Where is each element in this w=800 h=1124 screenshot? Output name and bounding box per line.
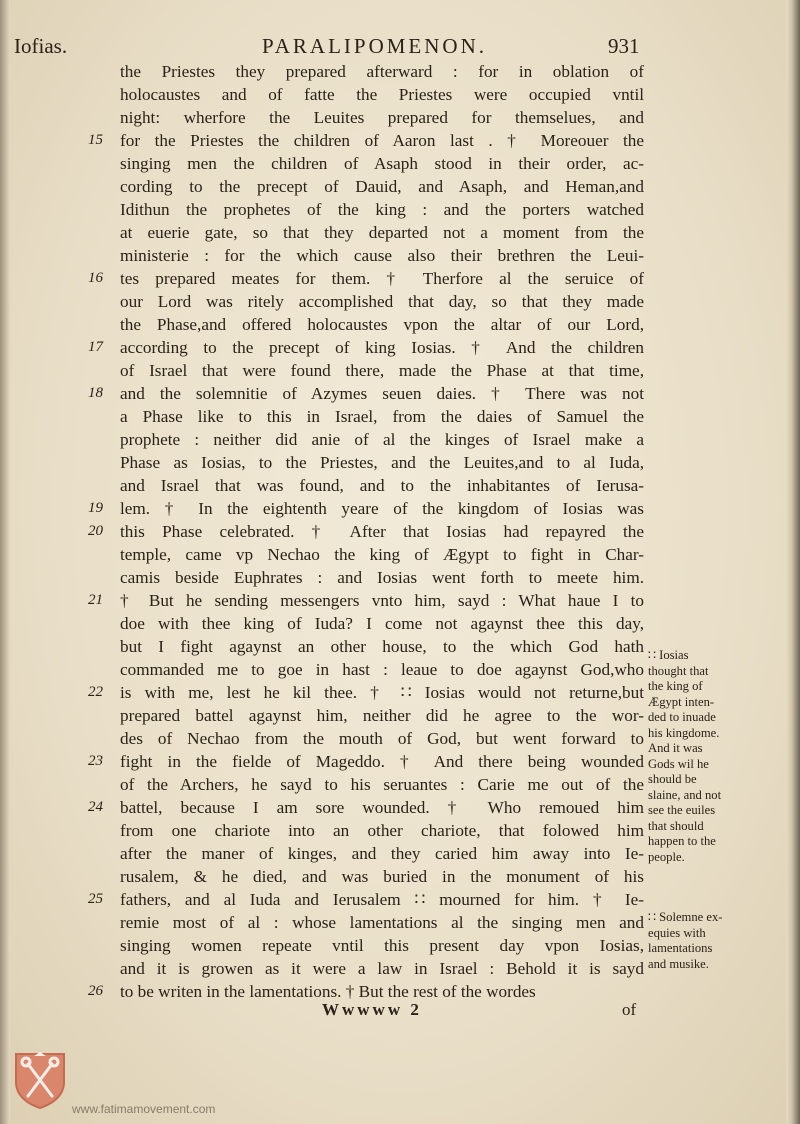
margin-note-line: lamentations bbox=[648, 941, 713, 955]
verse-number bbox=[88, 106, 116, 129]
verse-number: 23 bbox=[88, 753, 103, 769]
verse-number bbox=[88, 451, 116, 474]
verse-number: 22 bbox=[88, 684, 103, 700]
text-line: of Israel that were found there, made the Phase at that time, bbox=[120, 361, 644, 380]
text-line: to be writen in the lamentations. † But the rest of the wordes bbox=[120, 982, 536, 1001]
verse-number bbox=[88, 934, 116, 957]
margin-note-line: ∷ Iosias bbox=[648, 648, 689, 662]
verse-number: 24 bbox=[88, 799, 103, 815]
website-watermark: www.fatimamovement.com bbox=[72, 1102, 216, 1116]
papal-keys-shield-logo bbox=[12, 1050, 68, 1110]
text-line: from one chariote into an other chariote, that folowed him bbox=[120, 821, 644, 840]
page-left-edge bbox=[0, 0, 10, 1124]
text-line: commanded me to goe in hast : leaue to doe agaynst God,who bbox=[120, 660, 644, 679]
margin-note-line: that should bbox=[648, 818, 704, 833]
verse-number: 25 bbox=[88, 891, 103, 907]
margin-note-line: see the euiles bbox=[648, 803, 716, 817]
verse-number bbox=[88, 474, 116, 497]
verse-number: 26 bbox=[88, 983, 103, 999]
margin-note-line: his kingdome. bbox=[648, 725, 720, 740]
text-line: lem. † In the eightenth yeare of the kingdom of Iosias was bbox=[120, 499, 644, 518]
verse-number bbox=[88, 865, 116, 888]
verse-number bbox=[88, 566, 116, 589]
verse-number bbox=[88, 704, 116, 727]
text-line: is with me, lest he kil thee. † ∷ Iosias would not returne,but bbox=[120, 683, 644, 702]
verse-number: 20 bbox=[88, 523, 103, 539]
text-line: the Phase,and offered holocaustes vpon the altar of our Lord, bbox=[120, 315, 644, 334]
verse-number bbox=[88, 911, 116, 934]
verse-number: 21 bbox=[88, 592, 103, 608]
text-line: doe with thee king of Iuda? I come not agaynst thee this day, bbox=[120, 614, 644, 633]
text-line: battel, because I am sore wounded. † Who remoued him bbox=[120, 798, 644, 817]
margin-note-line: the king of bbox=[648, 679, 703, 693]
text-line: singing women repeate vntil this present day vpon Iosias, bbox=[120, 936, 644, 955]
catchword: of bbox=[622, 1000, 637, 1019]
verse-number bbox=[88, 773, 116, 796]
text-line: at euerie gate, so that they departed not a moment from the bbox=[120, 223, 644, 242]
verse-number bbox=[88, 313, 116, 336]
text-line: camis beside Euphrates : and Iosias went forth to meete him. bbox=[120, 568, 644, 587]
text-line: our Lord was ritely accomplished that day, so that they made bbox=[120, 292, 644, 311]
text-line: Phase as Iosias, to the Priestes, and the Leuites,and to al Iuda, bbox=[120, 453, 644, 472]
text-line: rusalem, & he died, and was buried in the monument of his bbox=[120, 867, 644, 886]
text-line: † But he sending messengers vnto him, sayd : What haue I to bbox=[120, 591, 644, 610]
verse-number bbox=[88, 543, 116, 566]
text-line: and the solemnitie of Azymes seuen daies. † There was not bbox=[120, 384, 644, 403]
text-line: prepared battel agaynst him, neither did he agree to the wor- bbox=[120, 706, 644, 725]
text-line: prophete : neither did anie of al the kinges of Israel make a bbox=[120, 430, 644, 449]
verse-number bbox=[88, 290, 116, 313]
verse-number: 19 bbox=[88, 500, 103, 516]
margin-note-iosias bbox=[648, 648, 766, 865]
verse-number bbox=[88, 152, 116, 175]
text-line: the Priestes they prepared afterward : for in oblation of bbox=[120, 62, 644, 81]
text-line: this Phase celebrated. † After that Iosias had repayred the bbox=[120, 522, 644, 541]
text-line: night: wherfore the Leuites prepared for themselues, and bbox=[120, 108, 644, 127]
margin-note-line: slaine, and not bbox=[648, 787, 722, 802]
margin-note-line: and musike. bbox=[648, 956, 709, 971]
margin-note-solemne bbox=[648, 910, 766, 972]
page-number: 931 bbox=[608, 34, 640, 58]
verse-number bbox=[88, 359, 116, 382]
verse-number bbox=[88, 658, 116, 681]
text-line: remie most of al : whose lamentations al the singing men and bbox=[120, 913, 644, 932]
text-line: and Israel that was found, and to the inhabitantes of Ierusa- bbox=[120, 476, 644, 495]
verse-number bbox=[88, 83, 116, 106]
text-line: Idithun the prophetes of the king : and the porters watched bbox=[120, 200, 644, 219]
verse-number bbox=[88, 428, 116, 451]
margin-note-line: happen to the bbox=[648, 834, 716, 848]
margin-note-line: Ægypt inten- bbox=[648, 694, 715, 709]
header-left-title: Iofias. bbox=[14, 34, 68, 58]
text-line: and it is growen as it were a law in Israel : Behold it is sayd bbox=[120, 959, 644, 978]
verse-number: 17 bbox=[88, 339, 103, 355]
margin-note-line: should be bbox=[648, 772, 697, 786]
text-line: singing men the children of Asaph stood in their order, ac- bbox=[120, 154, 644, 173]
verse-number bbox=[88, 198, 116, 221]
verse-number bbox=[88, 60, 116, 83]
verse-number bbox=[88, 175, 116, 198]
margin-note-line: Gods wil he bbox=[648, 756, 709, 771]
text-line: cording to the precept of Dauid, and Asaph, and Heman,and bbox=[120, 177, 644, 196]
margin-note-line: ded to inuade bbox=[648, 710, 716, 724]
margin-note-line: people. bbox=[648, 849, 685, 864]
verse-number bbox=[88, 727, 116, 750]
text-line: according to the precept of king Iosias. † And the children bbox=[120, 338, 644, 357]
text-line: ministerie : for the which cause also their brethren the Leui- bbox=[120, 246, 644, 265]
text-line: tes prepared meates for them. † Therfore al the seruice of bbox=[120, 269, 644, 288]
verse-number bbox=[88, 635, 116, 658]
margin-note-line: thought that bbox=[648, 663, 709, 678]
text-line: but I fight agaynst an other house, to the which God hath bbox=[120, 637, 644, 656]
text-line: holocaustes and of fatte the Priestes were occupied vntil bbox=[120, 85, 644, 104]
verse-number bbox=[88, 819, 116, 842]
verse-number: 18 bbox=[88, 385, 103, 401]
text-line: after the maner of kinges, and they caried him away into Ie- bbox=[120, 844, 644, 863]
verse-number bbox=[88, 957, 116, 980]
text-line: fathers, and al Iuda and Ierusalem ∷ mourned for him. † Ie- bbox=[120, 890, 644, 909]
text-line: a Phase like to this in Israel, from the daies of Samuel the bbox=[120, 407, 644, 426]
verse-number bbox=[88, 244, 116, 267]
verse-number bbox=[88, 842, 116, 865]
verse-number: 16 bbox=[88, 270, 103, 286]
text-line: des of Nechao from the mouth of God, but went forward to bbox=[120, 729, 644, 748]
margin-note-line: ∷ Solemne ex- bbox=[648, 910, 723, 924]
header-book-title: PARALIPOMENON. bbox=[262, 34, 488, 58]
text-line: temple, came vp Nechao the king of Ægypt to fight in Char- bbox=[120, 545, 644, 564]
verse-number bbox=[88, 612, 116, 635]
text-line: fight in the fielde of Mageddo. † And there being wounded bbox=[120, 752, 644, 771]
text-line: of the Archers, he sayd to his seruantes : Carie me out of the bbox=[120, 775, 644, 794]
verse-number bbox=[88, 221, 116, 244]
margin-note-line: And it was bbox=[648, 741, 703, 755]
verse-number bbox=[88, 405, 116, 428]
margin-note-line: equies with bbox=[648, 925, 706, 940]
signature-mark: Wwwww 2 bbox=[322, 1000, 422, 1019]
page-right-edge bbox=[786, 0, 800, 1124]
verse-number: 15 bbox=[88, 132, 103, 148]
text-line: for the Priestes the children of Aaron last . † Moreouer the bbox=[120, 131, 644, 150]
